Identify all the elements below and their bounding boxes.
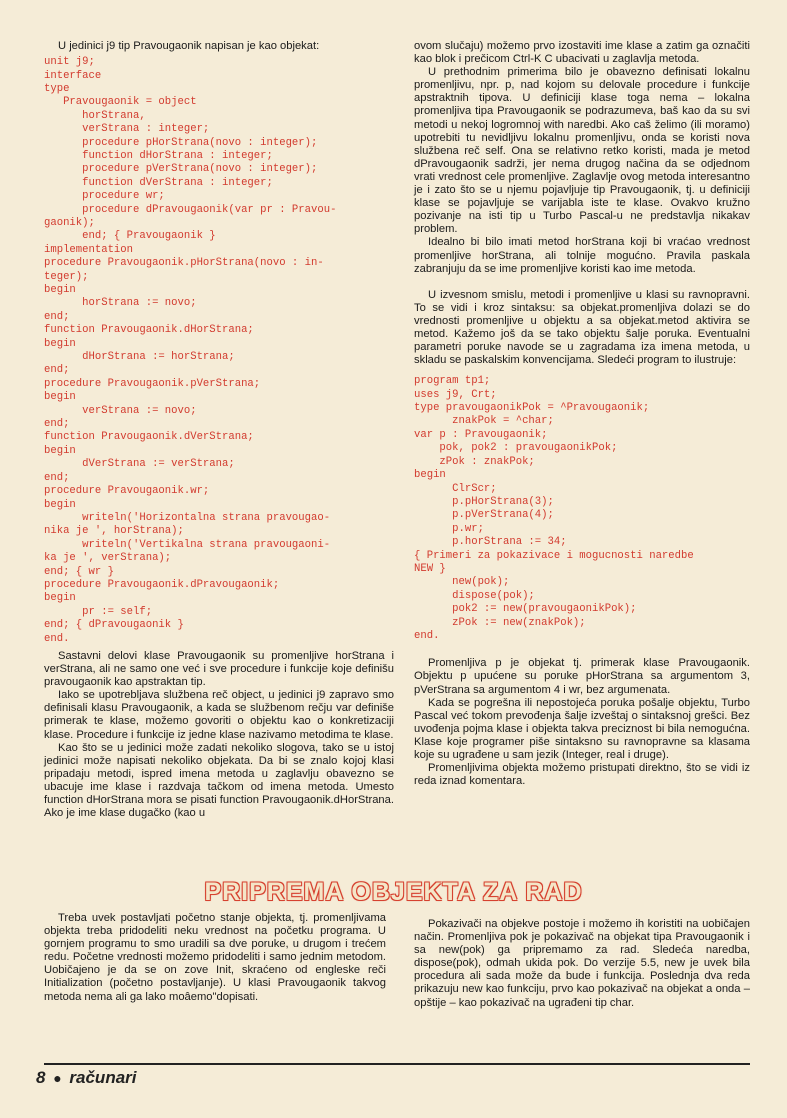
- paragraph: U izvesnom smislu, metodi i promenljive u klasi su ravnopravni. To se vidi i kroz sintaksu: sa objekat.promenljiva dolazi se do vrednosti promenljive u objektu a sa objekat.metod aktivira se metod. Kažemo još da se tako objektu šalje poruka. Eventualni parametri poruke navode se u zagradama iza imena metoda, u skladu se paskalskim konvencijama. Sledeći program to ilustruje:: [414, 288, 750, 367]
- left-column: [44, 40, 394, 820]
- paragraph: Kada se pogrešna ili nepostojeća poruka pošalje objektu, Turbo Pascal već tokom prevođenja šalje izveštaj o sintaksnoj grešci. Bez uvođenja pojma klase i objekta takva preciznost bi bila nemogućna. Klase koje programer piše sintaksno su ravnopravne sa klasama koje su ugrađene u sam jezik (Integer, real i druge).: [414, 696, 750, 762]
- paragraph: Promenljivima objekta možemo pristupati direktno, što se vidi iz reda iznad komentara.: [414, 762, 750, 788]
- paragraph: Kao što se u jedinici može zadati nekoliko slogova, tako se u istoj jedinici može napisati nekoliko objekata. Da bi se znalo kojoj klasi pripadaju metodi, ispred imena metoda u zaglavlju obavezno se ubacuje ime klase i razdvaja tačkom od imena metoda. Umesto function dHorStrana mora se pisati function Pravougaonik.dHorStrana. Ako je ime klase dugačko (kao u: [44, 741, 394, 820]
- section-heading: PRIPREMA OBJEKTA ZA RAD: [204, 878, 583, 906]
- program-tp1-code-listing: program tp1; uses j9, Crt; type pravougaonikPok = ^Pravougaonik; znakPok = ^char; var p : Pravougaonik; pok, pok2 : pravougaonikPok; zPok : znakPok; begin ClrScr; p.pHorStrana(3); p.pVerStrana(4); p.wr; p.horStrana := 34; { Primeri za pokazivace i mogucnosti naredbe NEW } new(pok); dispose(pok); pok2 := new(pravougaonikPok); zPok := new(znakPok); end.: [414, 375, 694, 642]
- magazine-name: računari: [69, 1068, 137, 1087]
- page-footer: [36, 1068, 137, 1088]
- paragraph: Iako se upotrebljava službena reč object, u jedinici j9 zapravo smo definisali klasu Pravougaonik, a kada se službenom rečju var definiše primerak te klase, možemo govoriti o objektu kao o konkretizaciji klase. Procedure i funkcije iz jedne klase nazivamo metodima te klase.: [44, 689, 394, 741]
- paragraph: Promenljiva p je objekat tj. primerak klase Pravougaonik. Objektu p upućene su poruke pHorStrana sa argumentom 3, pVerStrana sa argumentom 4 i wr, bez argumenata.: [414, 657, 750, 696]
- right-column: [414, 40, 750, 788]
- paragraph: Sastavni delovi klase Pravougaonik su promenljive horStrana i verStrana, ali ne samo one već i sve procedure i funkcije koje definišu pravougaonik kao apstraktan tip.: [44, 649, 394, 689]
- paragraph: ovom slučaju) možemo prvo izostaviti ime klase a zatim ga označiti kao blok i prečicom Ctrl-K C ubacivati u zaglavlja metoda.: [414, 40, 750, 66]
- paragraph: Idealno bi bilo imati metod horStrana koji bi vraćao vrednost promenljive horStrana, ali tolnije mogućno. Pravila paskala zabranjuju da se ime promenljive koristi kao ime metoda.: [414, 236, 750, 275]
- bullet-icon: ●: [53, 1070, 62, 1086]
- paragraph: U prethodnim primerima bilo je obavezno definisati lokalnu promenljivu, npr. p, nad kojom su delovale procedure i funkcije apstraktnih tipova. U definiciji klase toga nema – lokalna promenljiva tipa Pravougaonik se podrazumeva, baš kao da su svi metodi u nekoj logromnoj with naredbi. Ako caš želimo (ili moramo) upotrebiti tu nevidljivu lokalnu promenljivu, onda se koristi nova službena reč self. Ona se relativno retko koristi, mada je metod dPravougaonik sadrži, jer nema drugog načina da se odjednom vrati vrednost cele promenljive. Zaglavlje ovog metoda interesantno je i zato što se u njemu pojavljuje tip Pravougaonik, tj. u definiciji klase se pojavljuje se varijabla iste te klase. Ovakvo kružno pozivanje na isti tip u Turbo Pascal-u ne predstavlja nikakav problem.: [414, 66, 750, 236]
- bottom-left-column: [44, 912, 386, 1004]
- paragraph: Pokazivači na objekve postoje i možemo ih koristiti na uobičajen način. Promenljiva pok je pokazivač na objekat tipa Pravougaonik i sa new(pok) ga pripremamo za rad. Sledeća naredba, dispose(pok), odmah ukida pok. Do verzije 5.5, new je uvek bila procedura ali sada može da bude i funkcija. Poslednja dva reda prikazuju new kao funkciju, prvo kao pokazivač na objekat a onda – opštije – kao pokazivač na ugrađeni tip char.: [414, 918, 750, 1009]
- bottom-right-column: [414, 918, 750, 1010]
- page-number: 8: [36, 1068, 46, 1087]
- unit-j9-code-listing: unit j9; interface type Pravougaonik = object horStrana, verStrana : integer; procedure pHorStrana(novo : integer); function dHorStrana : integer; procedure pVerStrana(novo : integer); function dVerStrana : integer; procedure wr; procedure dPravougaonik(var pr : Pravou- gaonik); end; { Pravougaonik } implementation procedure Pravougaonik.pHorStrana(novo : in- teger); begin horStrana := novo; end; function Pravougaonik.dHorStrana; begin dHorStrana := horStrana; end; procedure Pravougaonik.pVerStrana; begin verStrana := novo; end; function Pravougaonik.dVerStrana; begin dVerStrana := verStrana; end; procedure Pravougaonik.wr; begin writeln('Horizontalna strana pravougao- nika je ', horStrana); writeln('Vertikalna strana pravougaoni- ka je ', verStrana); end; { wr } procedure Pravougaonik.dPravougaonik; begin pr := self; end; { dPravougaonik } end.: [44, 56, 337, 645]
- intro-paragraph: U jedinici j9 tip Pravougaonik napisan je kao objekat:: [58, 40, 320, 52]
- paragraph: Treba uvek postavljati početno stanje objekta, tj. promenljivama objekta treba pridodeliti neku vrednost na početku programa. U gornjem programu to smo uradili sa dve poruke, u drugom i trećem redu. Početne vrednosti možemo pridodeliti i samo jednim metodom. Uobičajeno je da se on zove Init, skraćeno od engleske reči Initialization (početno postavljanje). U klasi Pravougaonik takvog metoda nema ali ga lako moâemo"dopisati.: [44, 912, 386, 1003]
- footer-divider: [44, 1063, 750, 1065]
